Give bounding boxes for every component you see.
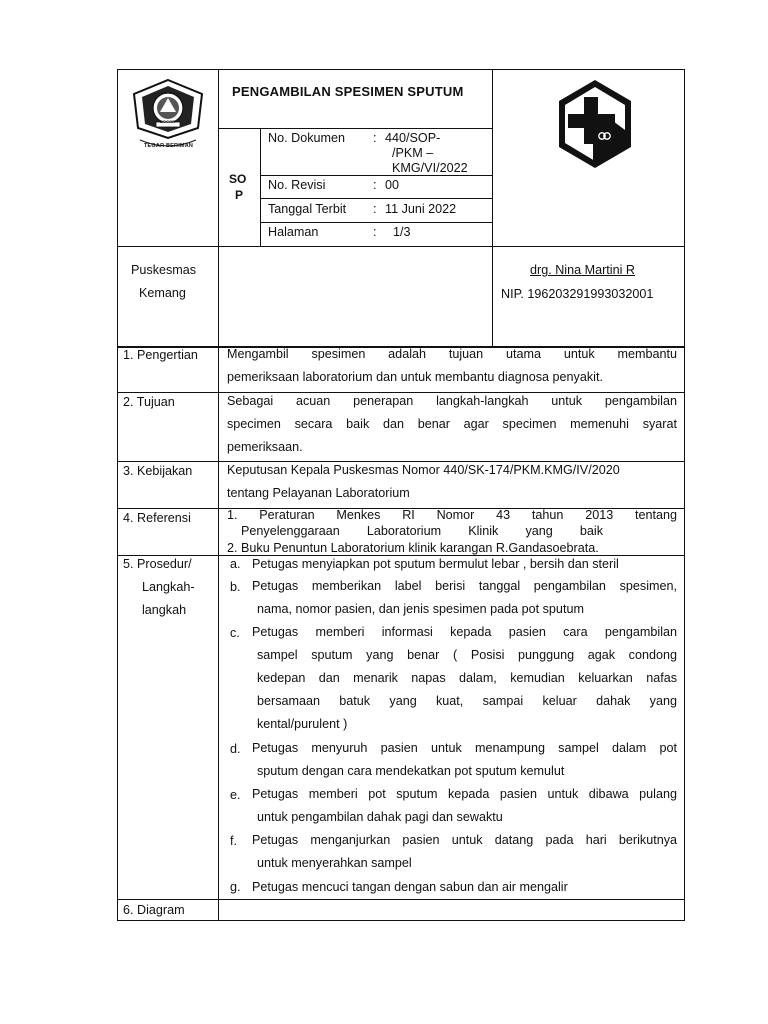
section-label-prosedur: 5. Prosedur/ xyxy=(123,557,192,571)
regency-emblem-logo xyxy=(130,78,206,156)
section-label-diagram: 6. Diagram xyxy=(123,903,185,917)
step-line: bersamaan batuk yang kuat, sampai keluar dahak yang xyxy=(257,694,677,708)
step-marker: a. xyxy=(230,557,241,571)
section-label-referensi: 4. Referensi xyxy=(123,511,191,525)
field-sep: : xyxy=(373,131,377,145)
step-line: sampel sputum yang benar ( Posisi punggung agak condong xyxy=(257,648,677,662)
tujuan-line: Sebagai acuan penerapan langkah-langkah untuk pengambilan xyxy=(227,394,677,408)
field-value-halaman: 1/3 xyxy=(393,225,411,239)
logo-motto-text: TEGAR BERIMAN xyxy=(144,143,194,149)
field-value-tanggal-terbit: 11 Juni 2022 xyxy=(385,202,457,216)
step-line: Petugas menyuruh pasien untuk menampung sampel dalam pot xyxy=(252,741,677,755)
field-label-halaman: Halaman xyxy=(268,225,319,239)
referensi-item: Penyelenggaraan Laboratorium Klinik yang baik xyxy=(241,524,603,538)
field-value-no-dokumen-1: 440/SOP- xyxy=(385,131,441,145)
referensi-item: 2. Buku Penuntun Laboratorium klinik karangan R.Gandasoebrata. xyxy=(227,541,599,555)
logo-band-text: BOGOR xyxy=(160,119,176,124)
step-line: Petugas menganjurkan pasien untuk datang pada hari berikutnya xyxy=(252,833,677,847)
step-line: nama, nomor pasien, dan jenis spesimen pada pot sputum xyxy=(257,602,584,616)
section-label-kebijakan: 3. Kebijakan xyxy=(123,464,193,478)
step-line: Petugas menyiapkan pot sputum bermulut lebar , bersih dan steril xyxy=(252,557,619,571)
step-marker: f. xyxy=(230,834,237,848)
tujuan-line: specimen secara baik dan benar agar specimen memenuhi syarat xyxy=(227,417,677,431)
step-line: Petugas mencuci tangan dengan sabun dan air mengalir xyxy=(252,880,568,894)
step-line: Petugas memberi pot sputum kepada pasien untuk dibawa pulang xyxy=(252,787,677,801)
signer-nip: NIP. 196203291993032001 xyxy=(501,287,654,301)
section-label-pengertian: 1. Pengertian xyxy=(123,348,198,362)
pengertian-line: Mengambil spesimen adalah tujuan utama untuk membantu xyxy=(227,347,677,361)
section-label-tujuan: 2. Tujuan xyxy=(123,395,175,409)
kebijakan-line: tentang Pelayanan Laboratorium xyxy=(227,486,410,500)
step-marker: b. xyxy=(230,580,241,594)
step-line: kedepan dan menarik napas dalam, kemudian keluarkan nafas xyxy=(257,671,677,685)
field-label-no-dokumen: No. Dokumen xyxy=(268,131,345,145)
institution-name-line2: Kemang xyxy=(139,286,186,300)
field-value-no-revisi: 00 xyxy=(385,178,400,192)
field-sep: : xyxy=(373,178,377,192)
signer-name xyxy=(530,263,635,277)
step-line: untuk pengambilan dahak pagi dan sewaktu xyxy=(257,810,503,824)
sop-label-line2: P xyxy=(235,188,244,202)
institution-name-line1: Puskesmas xyxy=(131,263,197,277)
section-label-prosedur: langkah xyxy=(142,603,187,617)
sop-label-line1: SO xyxy=(229,172,247,186)
step-line: kental/purulent ) xyxy=(257,717,348,731)
step-line: Petugas memberi informasi kepada pasien cara pengambilan xyxy=(252,625,677,639)
puskesmas-logo xyxy=(555,78,635,170)
tujuan-line: pemeriksaan. xyxy=(227,440,303,454)
step-marker: g. xyxy=(230,880,241,894)
field-sep: : xyxy=(373,202,377,216)
field-sep: : xyxy=(373,225,377,239)
document-title: PENGAMBILAN SPESIMEN SPUTUM xyxy=(232,84,464,99)
step-marker: e. xyxy=(230,788,241,802)
field-label-tanggal-terbit: Tanggal Terbit xyxy=(268,202,347,216)
pengertian-line: pemeriksaan laboratorium dan untuk membantu diagnosa penyakit. xyxy=(227,370,603,384)
step-line: untuk menyerahkan sampel xyxy=(257,856,412,870)
field-value-no-dokumen-2: /PKM – xyxy=(392,146,434,160)
step-line: sputum dengan cara mendekatkan pot sputum kemulut xyxy=(257,764,565,778)
kebijakan-line: Keputusan Kepala Puskesmas Nomor 440/SK-174/PKM.KMG/IV/2020 xyxy=(227,463,620,477)
field-value-no-dokumen-3: KMG/VI/2022 xyxy=(392,161,468,175)
step-marker: d. xyxy=(230,742,241,756)
signer-name-text: drg. Nina Martini R xyxy=(530,263,635,277)
step-line: Petugas memberikan label berisi tanggal pengambilan spesimen, xyxy=(252,579,677,593)
referensi-item: 1. Peraturan Menkes RI Nomor 43 tahun 2013 tentang xyxy=(227,508,677,522)
section-label-prosedur: Langkah- xyxy=(142,580,195,594)
step-marker: c. xyxy=(230,626,240,640)
field-label-no-revisi: No. Revisi xyxy=(268,178,326,192)
